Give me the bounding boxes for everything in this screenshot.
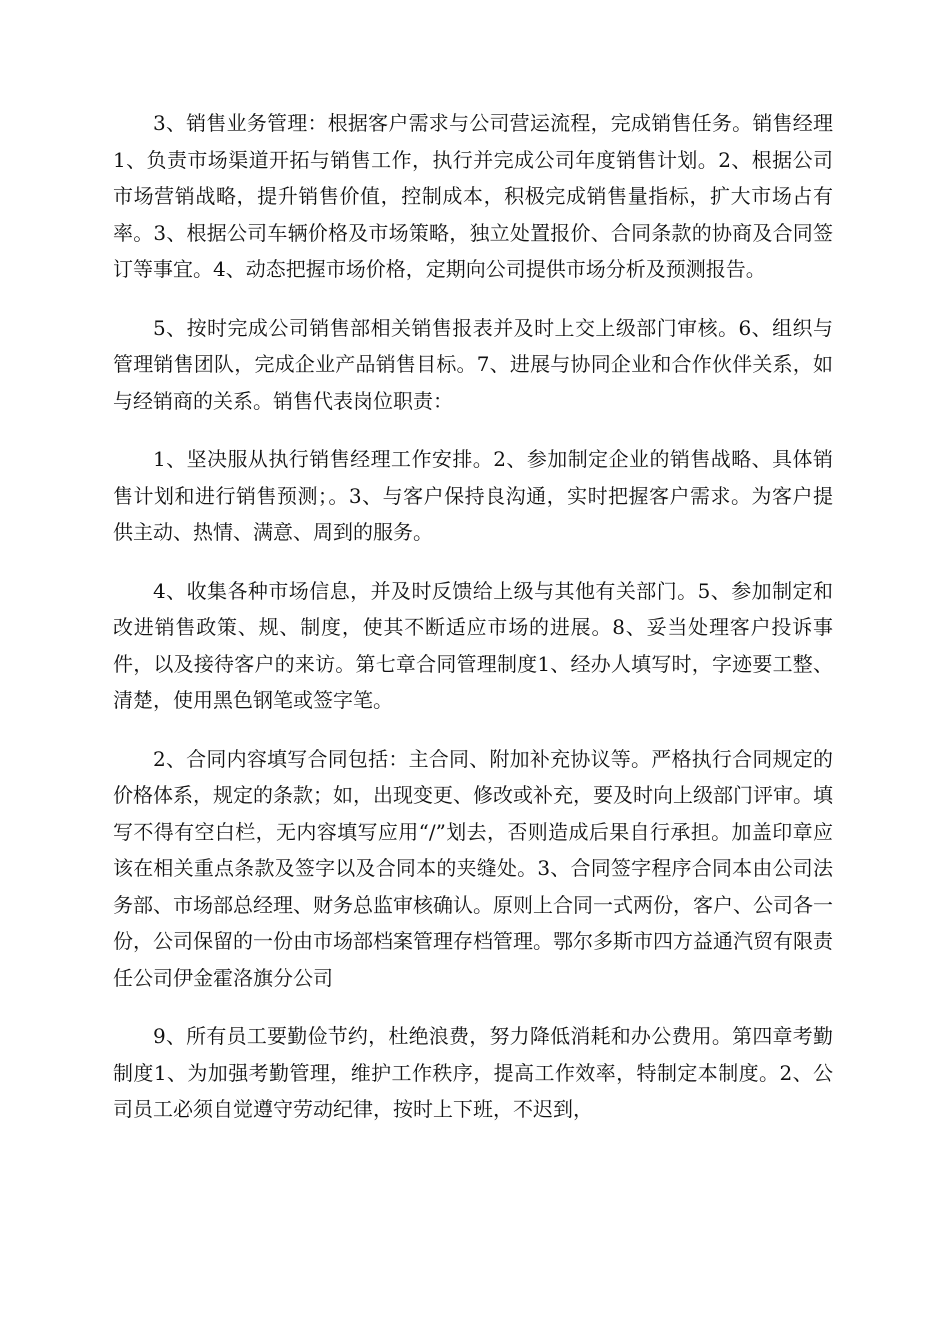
paragraph-attendance: 9、所有员工要勤俭节约，杜绝浪费，努力降低消耗和办公费用。第四章考勤制度1、为加强考勤管理，维护工作秩序，提高工作效率，特制定本制度。2、公司员工必须自觉遵守劳动纪律，按时上下班，不迟到， (113, 1024, 833, 1121)
paragraph-sales-reports: 5、按时完成公司销售部相关销售报表并及时上交上级部门审核。6、组织与管理销售团队，完成企业产品销售目标。7、进展与协同企业和合作伙伴关系，如与经销商的关系。销售代表岗位职责： (113, 315, 833, 413)
document-page (113, 105, 833, 1150)
paragraph-sales-rep-duties: 1、坚决服从执行销售经理工作安排。2、参加制定企业的销售战略、具体销售计划和进行销售预测；。3、与客户保持良沟通，实时把握客户需求。为客户提供主动、热情、满意、周到的服务。 (113, 447, 833, 544)
paragraph-sales-management: 3、销售业务管理：根据客户需求与公司营运流程，完成销售任务。销售经理1、负责市场渠道开拓与销售工作，执行并完成公司年度销售计划。2、根据公司市场营销战略，提升销售价值，控制成本，积极完成销售量指标，扩大市场占有率。3、根据公司车辆价格及市场策略，独立处置报价、合同条款的协商及合同签订等事宜。4、动态把握市场价格，定期向公司提供市场分析及预测报告。 (113, 111, 833, 281)
paragraph-contract-content: 2、合同内容填写合同包括：主合同、附加补充协议等。严格执行合同规定的价格体系，规定的条款；如，出现变更、修改或补充，要及时向上级部门评审。填写不得有空白栏，无内容填写应用“/”划去，否则造成后果自行承担。加盖印章应该在相关重点条款及签字以及合同本的夹缝处。3、合同签字程序合同本由公司法务部、市场部总经理、财务总监审核确认。原则上合同一式两份，客户、公司各一份，公司保留的一份由市场部档案管理存档管理。鄂尔多斯市四方益通汽贸有限责任公司伊金霍洛旗分公司 (113, 746, 833, 990)
paragraph-market-info: 4、收集各种市场信息，并及时反馈给上级与其他有关部门。5、参加制定和改进销售政策、规、制度，使其不断适应市场的进展。8、妥当处理客户投诉事件，以及接待客户的来访。第七章合同管理制度1、经办人填写时，字迹要工整、清楚，使用黑色钢笔或签字笔。 (113, 578, 833, 712)
